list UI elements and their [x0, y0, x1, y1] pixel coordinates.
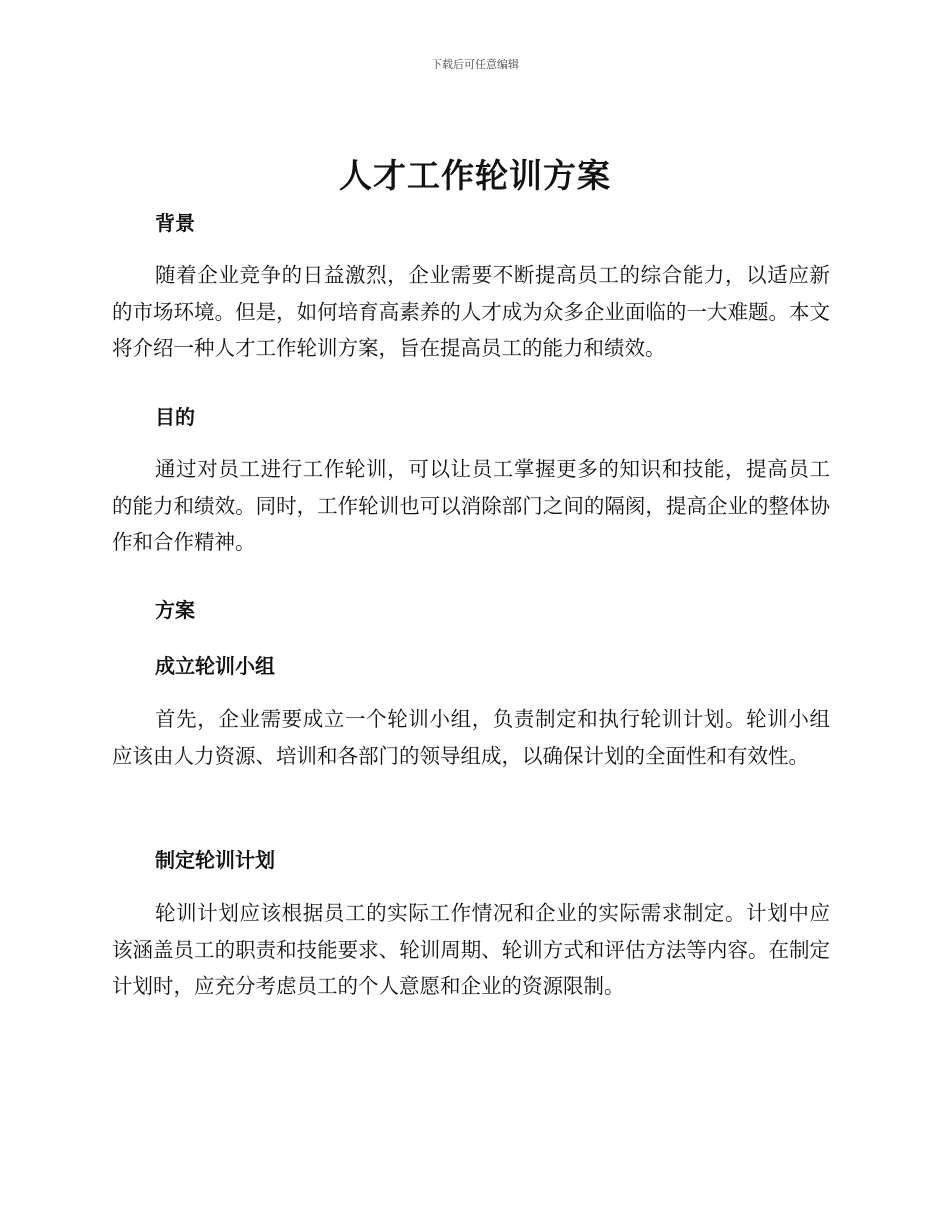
subsection-body-group: 首先，企业需要成立一个轮训小组，负责制定和执行轮训计划。轮训小组应该由人力资源、培训和各部门的领导组成，以确保计划的全面性和有效性。	[112, 707, 830, 768]
subsection-body-schedule: 轮训计划应该根据员工的实际工作情况和企业的实际需求制定。计划中应该涵盖员工的职责和技能要求、轮训周期、轮训方式和评估方法等内容。在制定计划时，应充分考虑员工的个人意愿和企业的资源限制。	[112, 901, 830, 998]
section-heading-purpose: 目的	[155, 405, 195, 429]
section-heading-plan: 方案	[155, 598, 195, 622]
section-body-background: 随着企业竞争的日益激烈，企业需要不断提高员工的综合能力，以适应新的市场环境。但是，如何培育高素养的人才成为众多企业面临的一大难题。本文将介绍一种人才工作轮训方案，旨在提高员工的能力和绩效。	[112, 263, 830, 360]
section-body-purpose: 通过对员工进行工作轮训，可以让员工掌握更多的知识和技能，提高员工的能力和绩效。同时，工作轮训也可以消除部门之间的隔阂，提高企业的整体协作和合作精神。	[112, 457, 830, 554]
section-heading-background: 背景	[155, 211, 195, 235]
subsection-heading-schedule: 制定轮训计划	[155, 848, 275, 872]
document-title: 人才工作轮训方案	[339, 156, 611, 195]
subsection-heading-group: 成立轮训小组	[155, 654, 275, 678]
header-note: 下载后可任意编辑	[431, 58, 519, 71]
